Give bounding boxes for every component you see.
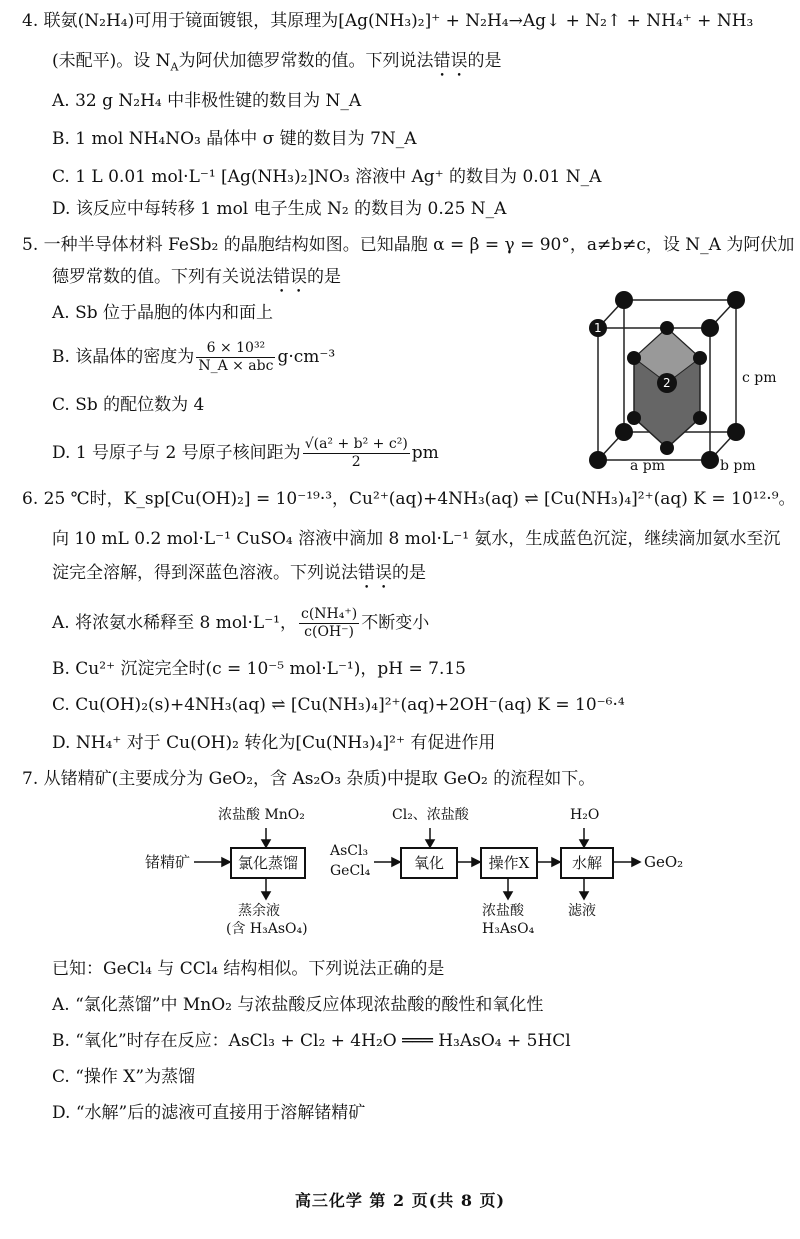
flow-out-filtrate: 滤液 (568, 903, 596, 919)
q7-option-c: C. “操作 X”为蒸馏 (52, 1067, 196, 1087)
page-footer: 高三化学 第 2 页(共 8 页) (294, 1191, 506, 1210)
q7-option-b: B. “氧化”时存在反应：AsCl₃ + Cl₂ + 4H₂O ═══ H₃AsO₄ + 5HCl (52, 1031, 571, 1051)
q5-option-d: D. 1 号原子与 2 号原子核间距为 $\frac{\text{√(a² + b² + c²)}}{2}$ pm (52, 436, 439, 470)
q5-option-a: A. Sb 位于晶胞的体内和面上 (52, 303, 274, 323)
flow-reagent-2: Cl₂、浓盐酸 (392, 807, 469, 823)
q4-stem-line2: (未配平)。设 $N_A$为阿伏加德罗常数的值。下列说法错误的是 (52, 51, 502, 74)
flow-product: GeO₂ (644, 853, 684, 871)
c-axis-label: c pm (742, 370, 777, 386)
flow-input: 锗精矿 (145, 853, 191, 871)
q4-option-c: C. 1 L 0.01 mol·L⁻¹ [Ag(NH₃)₂]NO₃ 溶液中 Ag⁺ 的数目为 0.01 N_A (52, 167, 602, 187)
b-axis-label: b pm (720, 458, 756, 474)
q5-distance-fraction: $\frac{\text{√(a² + b² + c²)}}{2}$ (304, 436, 408, 470)
q4-option-d: D. 该反应中每转移 1 mol 电子生成 N₂ 的数目为 0.25 N_A (52, 199, 507, 219)
q4-stem-line1: 4. 联氨(N₂H₄)可用于镜面镀银，其原理为[Ag(NH₃)₂]⁺ + N₂H₄→Ag↓ + N₂↑ + NH₄⁺ + NH₃ (22, 11, 754, 31)
flow-out-hcl: 浓盐酸 (482, 903, 524, 919)
q4-option-b: B. 1 mol NH₄NO₃ 晶体中 σ 键的数目为 7N_A (52, 129, 417, 149)
crystal-cell-figure (580, 288, 780, 478)
q6-stem-line2: 向 10 mL 0.2 mol·L⁻¹ CuSO₄ 溶液中滴加 8 mol·L⁻¹ 氨水，生成蓝色沉淀，继续滴加氨水至沉 (52, 529, 781, 549)
flow-box-operation-x: 操作X (480, 847, 538, 879)
flow-box-hydrolysis: 水解 (560, 847, 614, 879)
flow-box-chlorination: 氯化蒸馏 (230, 847, 306, 879)
q4-option-a: A. 32 g N₂H₄ 中非极性键的数目为 N_A (52, 91, 362, 111)
q7-known: 已知：GeCl₄ 与 CCl₄ 结构相似。下列说法正确的是 (52, 959, 445, 979)
q6-stem-line1: 6. 25 ℃时，K_sp[Cu(OH)₂] = 10⁻¹⁹·³，Cu²⁺(aq)+4NH₃(aq) ⇌ [Cu(NH₃)₄]²⁺(aq) K = 10¹²·⁹。 (22, 489, 796, 509)
atom-2-label: 2 (663, 376, 671, 390)
q7-option-a: A. “氯化蒸馏”中 MnO₂ 与浓盐酸反应体现浓盐酸的酸性和氧化性 (52, 995, 544, 1015)
q6-ratio-fraction: $\frac{\text{c(NH₄⁺)}}{c(OH^-)}$ (300, 606, 358, 640)
q6-option-b: B. Cu²⁺ 沉淀完全时(c = 10⁻⁵ mol·L⁻¹)，pH = 7.15 (52, 659, 466, 679)
q6-option-c: C. Cu(OH)₂(s)+4NH₃(aq) ⇌ [Cu(NH₃)₄]²⁺(aq)+2OH⁻(aq) K = 10⁻⁶·⁴ (52, 695, 625, 715)
flow-reagent-4: H₂O (570, 807, 600, 823)
flow-box-oxidation: 氧化 (400, 847, 458, 879)
flow-mid-ascl3: AsCl₃ (330, 843, 369, 859)
q6-stem-line3: 淀完全溶解，得到深蓝色溶液。下列说法错误的是 (52, 563, 426, 583)
flow-residue-content: (含 H₃AsO₄) (226, 921, 308, 937)
q7-stem: 7. 从锗精矿(主要成分为 GeO₂，含 As₂O₃ 杂质)中提取 GeO₂ 的流程如下。 (22, 769, 596, 789)
q5-option-b: B. 该晶体的密度为 $\frac{\text{6 × 10³²}}{\text{N\_A × abc}}$ g·cm⁻³ (52, 340, 336, 374)
flow-mid-gecl4: GeCl₄ (330, 863, 371, 879)
q5-option-c: C. Sb 的配位数为 4 (52, 395, 205, 415)
flow-residue-label: 蒸余液 (238, 903, 280, 919)
q6-option-a: A. 将浓氨水稀释至 8 mol·L⁻¹， $\frac{\text{c(NH₄⁺)}}{c(OH^-)}$ 不断变小 (52, 606, 430, 640)
q6-option-d: D. NH₄⁺ 对于 Cu(OH)₂ 转化为[Cu(NH₃)₄]²⁺ 有促进作用 (52, 733, 496, 753)
q5-density-fraction: $\frac{\text{6 × 10³²}}{\text{N\_A × abc}}$ (198, 340, 274, 374)
q7-option-d: D. “水解”后的滤液可直接用于溶解锗精矿 (52, 1103, 366, 1123)
q5-stem-line1: 5. 一种半导体材料 FeSb₂ 的晶胞结构如图。已知晶胞 α = β = γ = 90°，a≠b≠c，设 N_A 为阿伏加 (22, 235, 795, 255)
flow-out-h3aso4: H₃AsO₄ (482, 921, 535, 937)
atom-1-label: 1 (594, 321, 602, 335)
a-axis-label: a pm (630, 458, 666, 474)
flow-reagent-1: 浓盐酸 MnO₂ (218, 807, 305, 823)
q5-stem-line2: 德罗常数的值。下列有关说法错误的是 (52, 267, 341, 287)
